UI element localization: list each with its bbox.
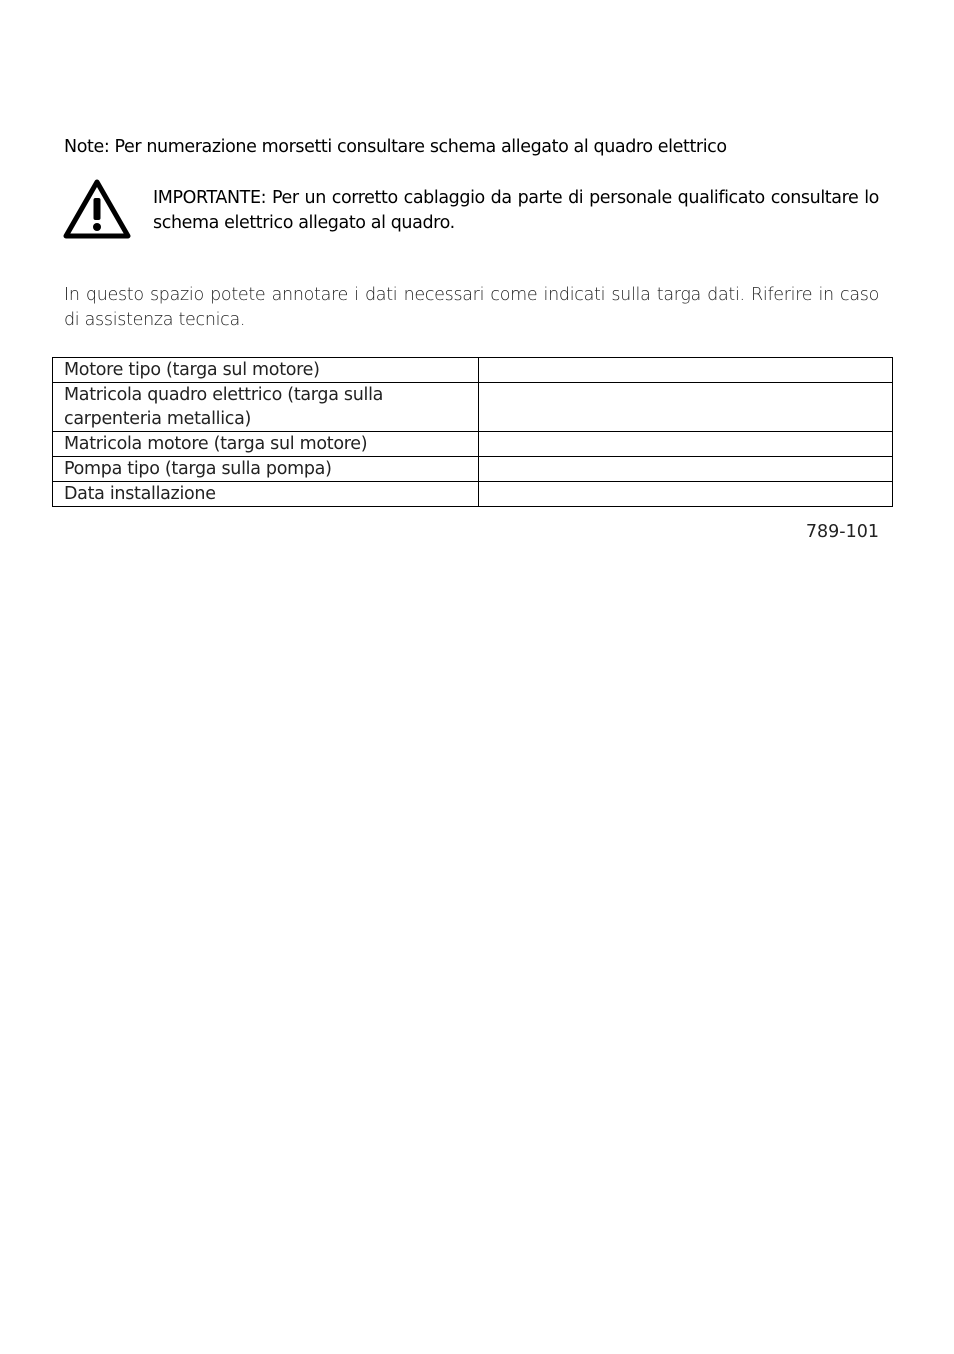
row-label: Motore tipo (targa sul motore)	[53, 358, 479, 383]
wiring-note: Note: Per numerazione morsetti consultare schema allegato al quadro elettrico	[64, 137, 727, 157]
table-row	[53, 482, 893, 507]
row-value-field[interactable]	[479, 383, 893, 432]
document-code: 789-101	[805, 522, 879, 542]
intro-paragraph: In questo spazio potete annotare i dati necessari come indicati sulla targa dati. Riferire in caso di assistenza tecnica.	[64, 285, 879, 330]
row-label: Matricola motore (targa sul motore)	[53, 432, 479, 457]
row-value-field[interactable]	[479, 432, 893, 457]
row-label: Data installazione	[53, 482, 479, 507]
row-value-field[interactable]	[479, 358, 893, 383]
table-row	[53, 358, 893, 383]
warning-triangle-icon	[62, 178, 132, 240]
nameplate-data-table	[52, 357, 893, 507]
row-value-field[interactable]	[479, 457, 893, 482]
row-label: Pompa tipo (targa sulla pompa)	[53, 457, 479, 482]
row-value-field[interactable]	[479, 482, 893, 507]
important-warning-text: IMPORTANTE: Per un corretto cablaggio da parte di personale qualificato consultare lo schema elettrico allegato al quadro.	[153, 188, 879, 233]
table-row	[53, 457, 893, 482]
table-row	[53, 432, 893, 457]
row-label: Matricola quadro elettrico (targa sulla carpenteria metallica)	[53, 383, 479, 432]
table-row	[53, 383, 893, 432]
